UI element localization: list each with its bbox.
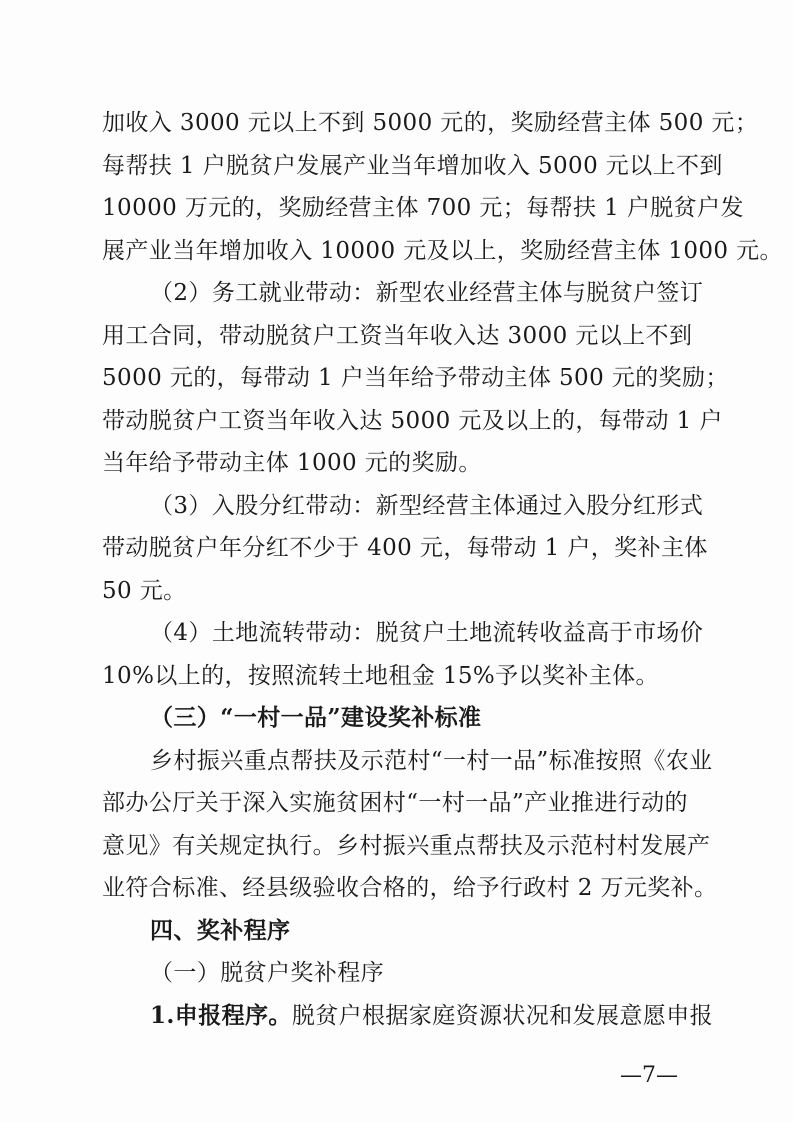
text-line: 当年给予带动主体 1000 元的奖励。 bbox=[102, 450, 482, 476]
text-line: 每帮扶 1 户脱贫户发展产业当年增加收入 5000 元以上不到 bbox=[102, 152, 723, 179]
text-line: （4）土地流转带动：脱贫户土地流转收益高于市场价 bbox=[150, 620, 704, 646]
text-line: 带动脱贫户年分红不少于 400 元，每带动 1 户，奖补主体 bbox=[102, 535, 708, 561]
text-line: 展产业当年增加收入 10000 元及以上，奖励经营主体 1000 元。 bbox=[102, 237, 783, 264]
text-line: 10%以上的，按照流转土地租金 15%予以奖补主体。 bbox=[102, 662, 659, 689]
section-heading: 四、奖补程序 bbox=[150, 916, 291, 944]
text-line: 50 元。 bbox=[102, 577, 187, 604]
text-line: 10000 万元的，奖励经营主体 700 元；每帮扶 1 户脱贫户发 bbox=[102, 195, 744, 221]
section-heading: （三）“一村一品”建设奖补标准 bbox=[150, 704, 482, 731]
text-line: 用工合同，带动脱贫户工资当年收入达 3000 元以上不到 bbox=[102, 322, 693, 349]
text-line: （3）入股分红带动：新型经营主体通过入股分红形式 bbox=[150, 492, 704, 519]
text-line: 5000 元的，每带动 1 户当年给予带动主体 500 元的奖励； bbox=[102, 365, 729, 391]
text-line: 加收入 3000 元以上不到 5000 元的，奖励经营主体 500 元； bbox=[102, 110, 759, 136]
text-line: 意见》有关规定执行。乡村振兴重点帮扶及示范村村发展产 bbox=[102, 832, 711, 859]
procedure-lead: 1.申报程序。 bbox=[150, 1001, 292, 1029]
page-number: —7— bbox=[620, 1063, 678, 1088]
text-line: 带动脱贫户工资当年收入达 5000 元及以上的，每带动 1 户 bbox=[102, 407, 723, 434]
subsection-heading: （一）脱贫户奖补程序 bbox=[150, 960, 384, 986]
text-line: 乡村振兴重点帮扶及示范村“一村一品”标准按照《农业 bbox=[150, 747, 713, 774]
procedure-text: 脱贫户根据家庭资源状况和发展意愿申报 bbox=[291, 1002, 714, 1029]
text-line bbox=[150, 1001, 714, 1031]
text-line: （2）务工就业带动：新型农业经营主体与脱贫户签订 bbox=[150, 280, 704, 306]
text-line: 业符合标准、经县级验收合格的，给予行政村 2 万元奖补。 bbox=[102, 875, 718, 901]
text-line: 部办公厅关于深入实施贫困村“一村一品”产业推进行动的 bbox=[102, 790, 688, 816]
